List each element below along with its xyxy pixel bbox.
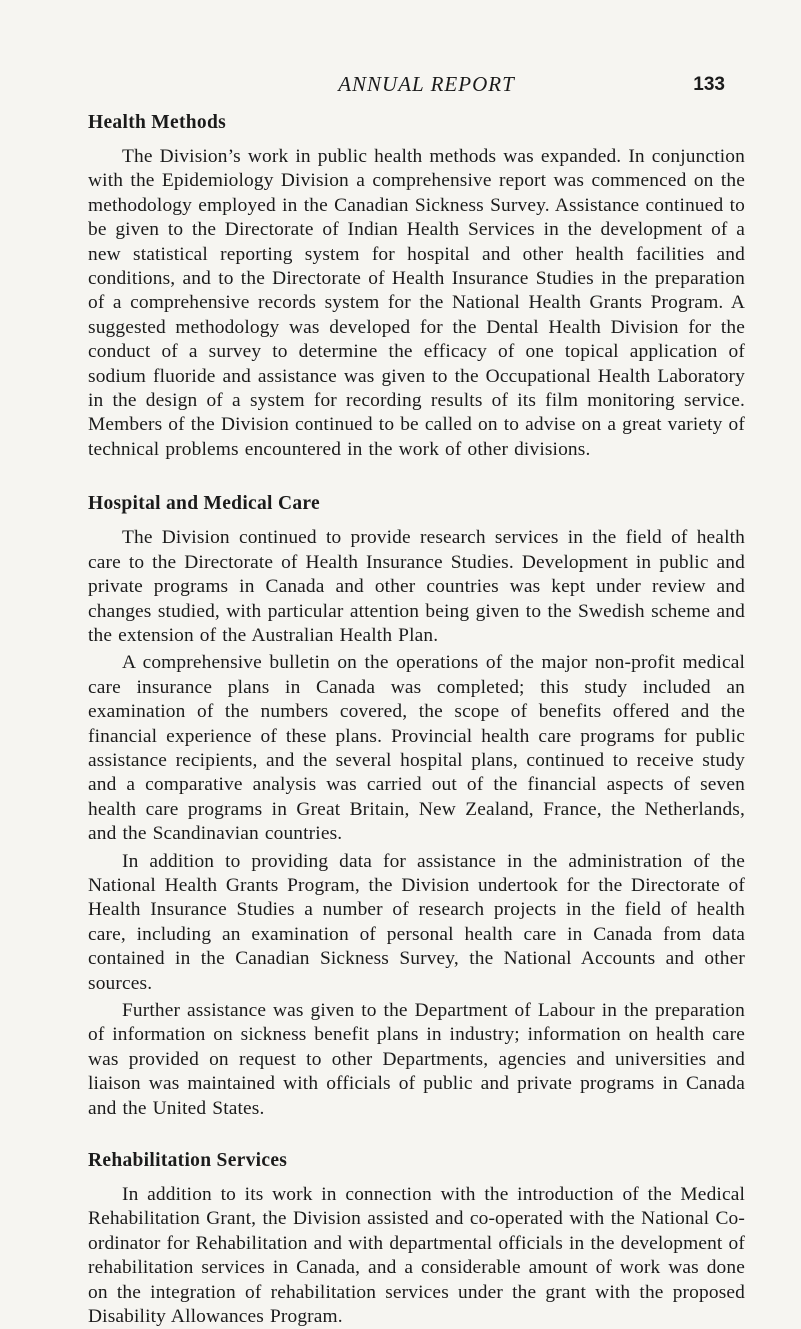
running-header <box>88 0 745 102</box>
section-heading: Health Methods <box>88 112 226 133</box>
paragraph: The Division continued to provide research services in the field of health care to the Directorate of Health Insurance Studies. Development in public and private programs in Canada and other countries was kept under review and changes studied, with particular attention being given to the Swedish scheme and the extension of the Australian Health Plan. <box>88 527 745 646</box>
section-heading: Hospital and Medical Care <box>88 493 320 515</box>
section-rehabilitation-services <box>88 1150 745 1329</box>
section-heading: Rehabilitation Services <box>88 1150 288 1172</box>
running-title: ANNUAL REPORT <box>338 72 515 96</box>
section-health-methods <box>88 112 745 462</box>
paragraph: A comprehensive bulletin on the operations of the major non-profit medical care insurance plans in Canada was completed; this study included an examination of the numbers covered, the scope of benefits offered and the financial experience of these plans. Provincial health care programs for public assistance recipients, and the several hospital plans, continued to receive study and a comparative analysis was carried out of the financial aspects of seven health care programs in Great Britain, New Zealand, France, the Netherlands, and the Scandinavian countries. <box>88 652 745 845</box>
paragraph: In addition to its work in connection with the introduction of the Medical Rehabilitation Grant, the Division assisted and co-operated with the National Co-ordinator for Rehabilitation and with departmental officials in the development of rehabilitation services in Canada, and a considerable amount of work was done on the integration of rehabilitation services under the grant with the proposed Disability Allowances Program. <box>88 1184 745 1328</box>
page-number: 133 <box>693 74 725 95</box>
paragraph: The Division’s work in public health methods was expanded. In conjunction with the Epidemiology Division a comprehensive report was commenced on the methodology employed in the Canadian Sickness Survey. Assistance continued to be given to the Directorate of Indian Health Services in the development of a new statistical reporting system for hospital and other health facilities and conditions, and to the Directorate of Health Insurance Studies in the preparation of a comprehensive records system for the National Health Grants Program. A suggested methodology was developed for the Dental Health Division for the conduct of a survey to determine the efficacy of one topical application of sodium fluoride and assistance was given to the Occupational Health Laboratory in the design of a system for recording results of its film monitoring service. Members of the Division continued to be called on to advise on a great variety of technical problems encountered in the work of other divisions. <box>88 146 745 460</box>
section-hospital-and-medical-care <box>88 493 745 1121</box>
paragraph: Further assistance was given to the Department of Labour in the preparation of information on sickness benefit plans in industry; information on health care was provided on request to other Departments, agencies and universities and liaison was maintained with officials of public and private programs in Canada and the United States. <box>88 1000 745 1119</box>
paragraph: In addition to providing data for assistance in the administration of the National Health Grants Program, the Division undertook for the Directorate of Health Insurance Studies a number of research projects in the field of health care, including an examination of personal health care in Canada from data contained in the Canadian Sickness Survey, the National Accounts and other sources. <box>88 850 745 994</box>
